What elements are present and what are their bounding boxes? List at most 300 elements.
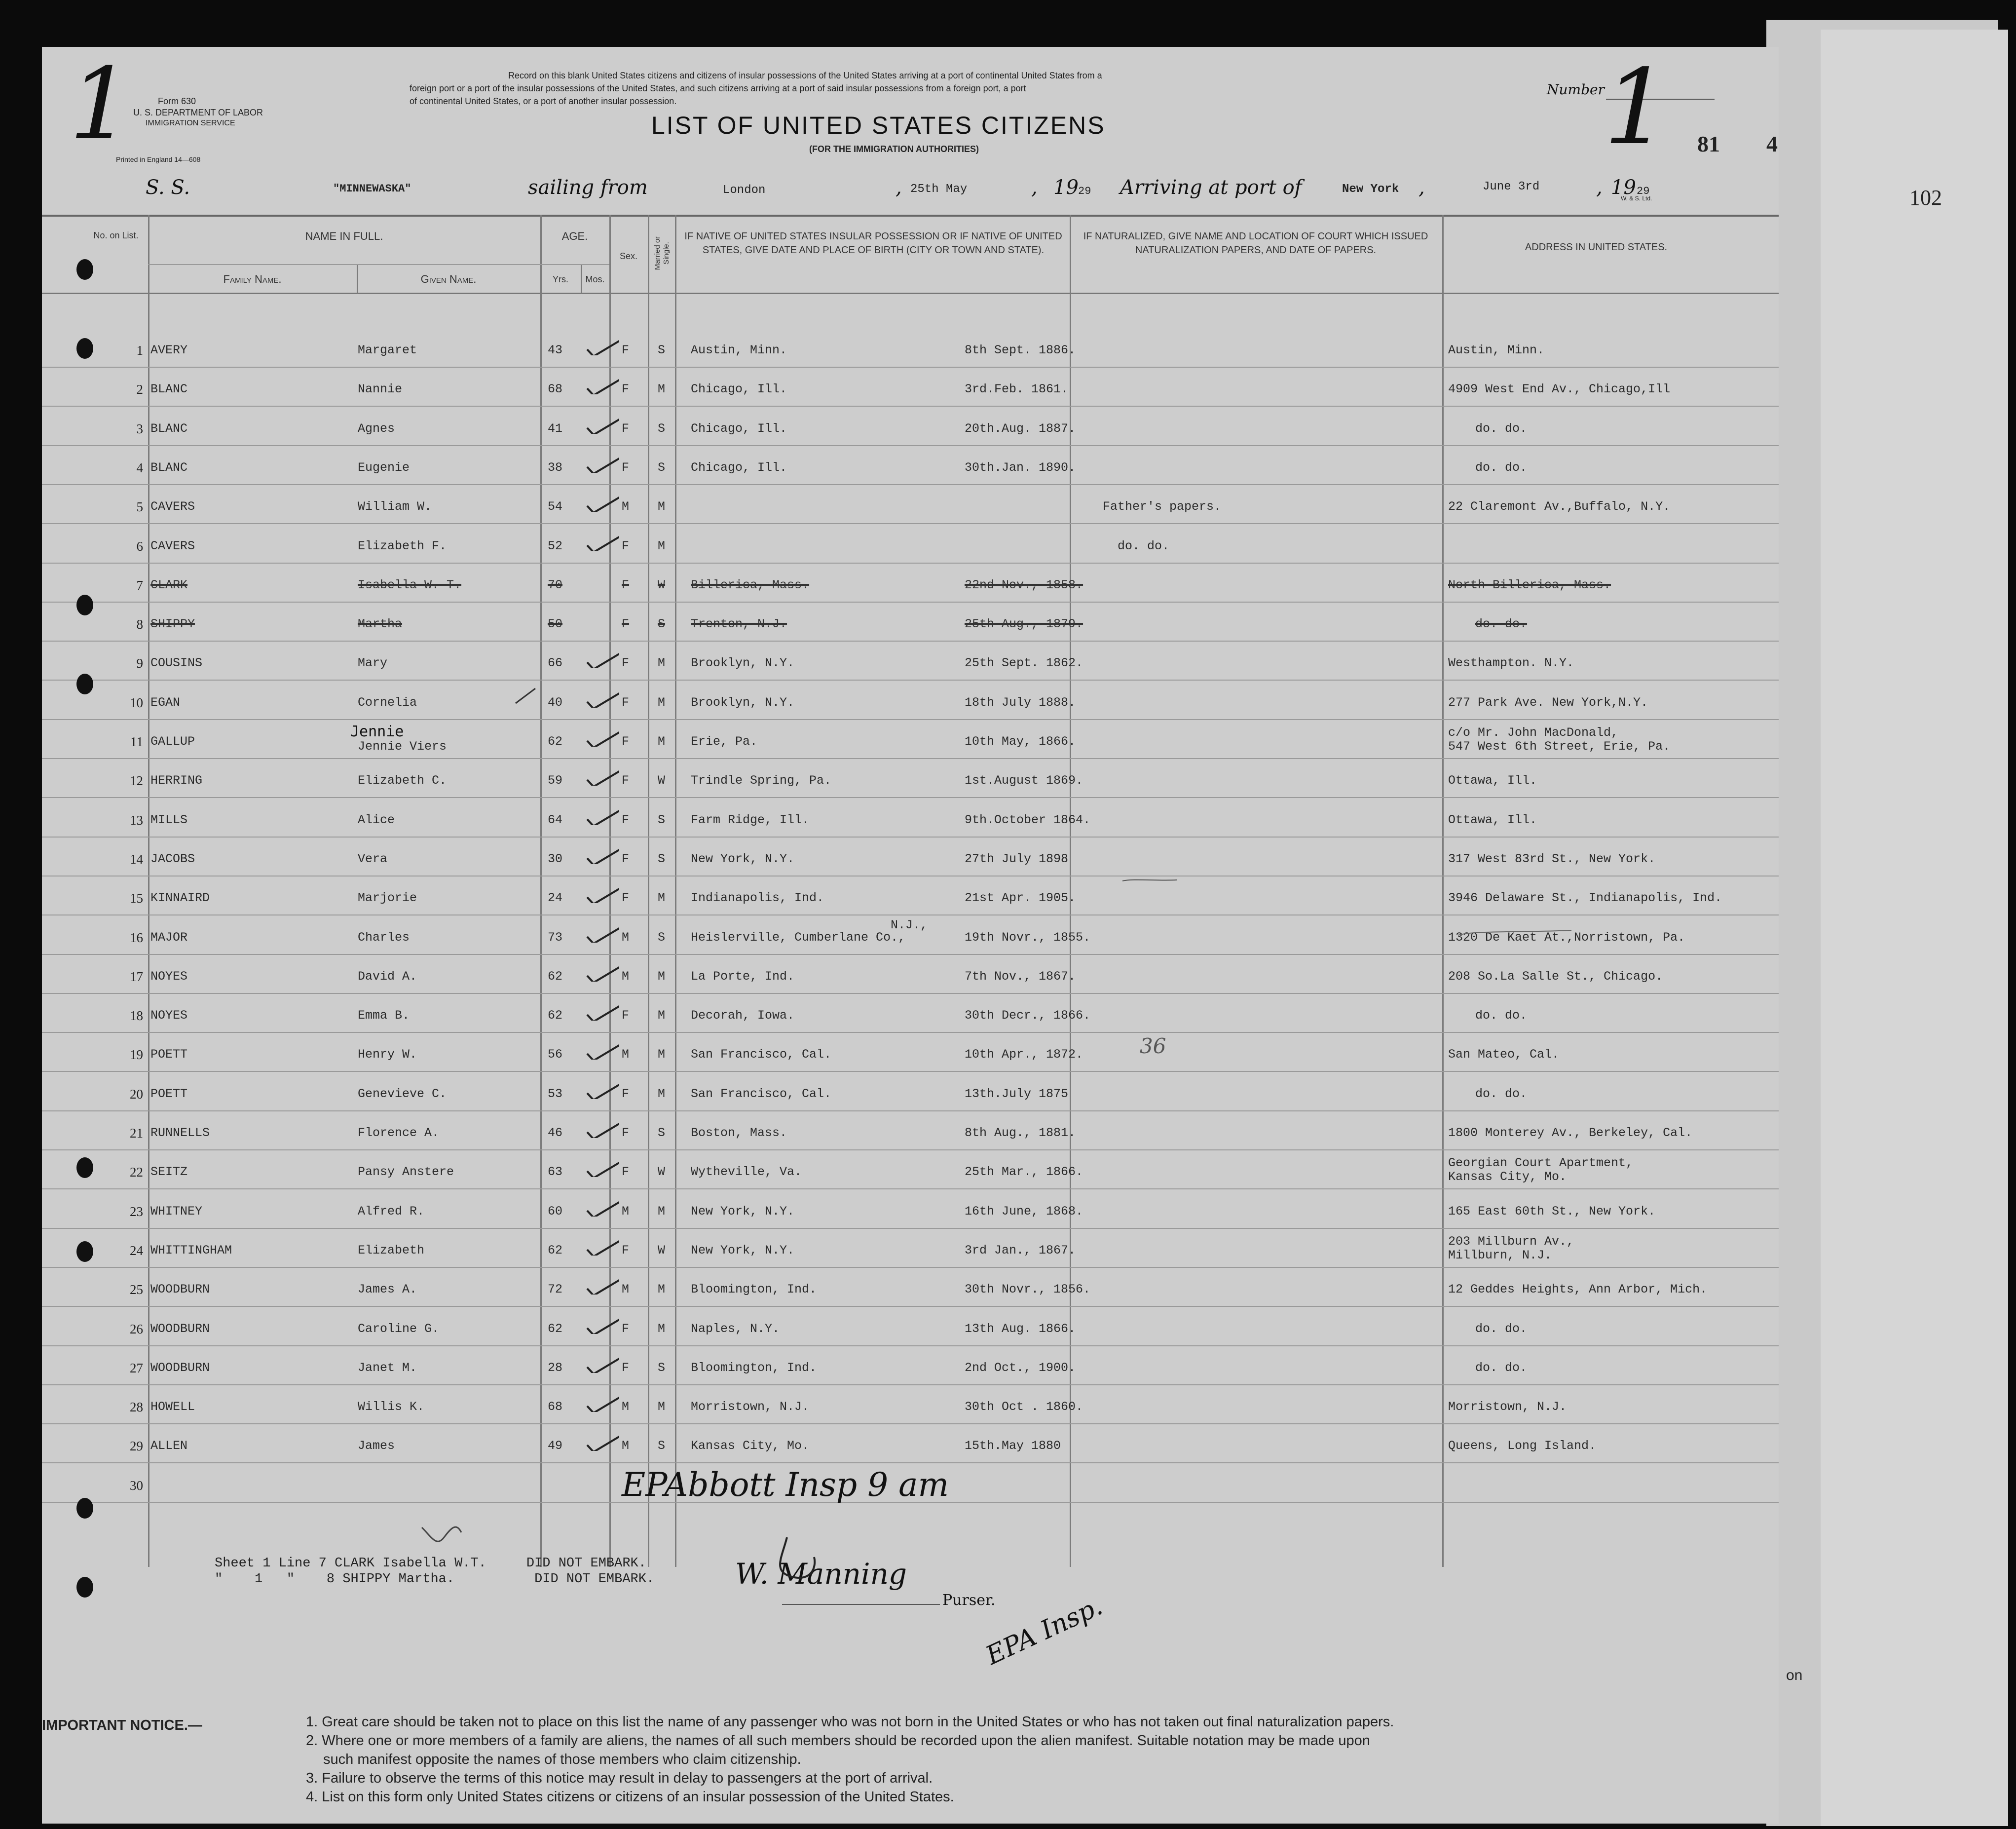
address: 12 Geddes Heights, Ann Arbor, Mich.	[1448, 1282, 1708, 1296]
row-number: 23	[130, 1204, 143, 1219]
row-number: 19	[130, 1047, 143, 1062]
given-name: Cornelia	[358, 695, 417, 710]
birth-place: Decorah, Iowa.	[691, 1008, 795, 1023]
arrival-year: 29	[1637, 185, 1650, 197]
marital-status: S	[658, 1126, 666, 1140]
printed-note: Printed in England 14—608	[116, 155, 201, 163]
address: San Mateo, Cal.	[1448, 1047, 1560, 1062]
family-name: WOODBURN	[150, 1322, 210, 1336]
sex: F	[622, 1165, 630, 1179]
birth-date: 15th.May 1880	[965, 1439, 1061, 1453]
age-years: 62	[548, 734, 563, 749]
birth-date: 18th July 1888.	[965, 695, 1076, 710]
binder-hole	[76, 259, 93, 280]
birth-date: 13th.July 1875	[965, 1087, 1069, 1101]
sex: F	[622, 539, 630, 553]
given-name: William W.	[358, 499, 432, 514]
row-number: 3	[136, 421, 143, 436]
notice-item-2b: such manifest opposite the names of those members who claim citizenship.	[323, 1752, 801, 1767]
family-name: WHITNEY	[150, 1204, 203, 1219]
sex: F	[622, 1243, 630, 1257]
marital-status: S	[658, 617, 666, 631]
row-number: 5	[136, 499, 143, 514]
age-years: 56	[548, 1047, 563, 1062]
marital-status: S	[658, 460, 666, 475]
sex: M	[622, 930, 630, 945]
age-years: 59	[548, 773, 563, 788]
marital-status: M	[658, 695, 666, 710]
birth-date: 8th Aug., 1881.	[965, 1126, 1076, 1140]
col-header-family: Family Name.	[223, 273, 282, 285]
page-mark-right: 1	[1604, 47, 1670, 168]
comma-3: ,	[1419, 176, 1425, 199]
birth-date: 30th.Jan. 1890.	[965, 460, 1076, 475]
sex: F	[622, 656, 630, 670]
side-page-number: 102	[1909, 186, 1942, 210]
marital-status: M	[658, 1282, 666, 1296]
sex: F	[622, 1126, 630, 1140]
marital-status: M	[658, 1204, 666, 1219]
given-name: Jennie Viers	[358, 739, 447, 754]
row-number: 14	[130, 852, 143, 867]
row-number: 11	[130, 734, 143, 749]
address: 317 West 83rd St., New York.	[1448, 852, 1656, 866]
binder-hole	[76, 595, 93, 615]
page-subtitle: (FOR THE IMMIGRATION AUTHORITIES)	[809, 144, 979, 154]
marital-status: M	[658, 382, 666, 396]
birth-place: New York, N.Y.	[691, 1204, 795, 1219]
sex: F	[622, 1361, 630, 1375]
underlying-sheet-edge	[1821, 30, 2008, 1826]
marital-status: W	[658, 578, 666, 592]
birth-date: 16th June, 1868.	[965, 1204, 1083, 1219]
birth-place-note: N.J.,	[891, 918, 928, 932]
row-number: 7	[136, 578, 143, 593]
family-name: JACOBS	[150, 852, 195, 866]
sex: F	[622, 891, 630, 905]
address-line-2: Kansas City, Mo.	[1448, 1170, 1567, 1184]
birth-place: Naples, N.Y.	[691, 1322, 780, 1336]
purser-signature: W. Manning	[735, 1557, 907, 1591]
age-years: 72	[548, 1282, 563, 1296]
row-number: 29	[130, 1439, 143, 1453]
birth-place: Erie, Pa.	[691, 734, 758, 749]
marital-status: S	[658, 421, 666, 436]
comma-1: ,	[896, 176, 902, 199]
row-number: 24	[130, 1243, 143, 1258]
family-name: BLANC	[150, 382, 188, 396]
address: do. do.	[1475, 460, 1528, 475]
did-not-embark-note-2: " 1 " 8 SHIPPY Martha. DID NOT EMBARK.	[215, 1572, 655, 1587]
sex: F	[622, 1322, 630, 1336]
marital-status: M	[658, 969, 666, 984]
marital-status: M	[658, 1322, 666, 1336]
marital-status: S	[658, 343, 666, 357]
marital-status: S	[658, 1361, 666, 1375]
family-name: EGAN	[150, 695, 181, 710]
sheet-number-extra: 4	[1766, 131, 1778, 156]
address: Westhampton. N.Y.	[1448, 656, 1574, 670]
address: Austin, Minn.	[1448, 343, 1545, 357]
age-years: 24	[548, 891, 563, 905]
page-title: LIST OF UNITED STATES CITIZENS	[651, 112, 1106, 139]
family-name: HERRING	[150, 773, 203, 788]
given-name: Marjorie	[358, 891, 417, 905]
row-number: 10	[130, 695, 143, 710]
given-name: Pansy Anstere	[358, 1165, 454, 1179]
family-name: ALLEN	[150, 1439, 188, 1453]
row-number: 16	[130, 930, 143, 945]
inspector-signature-row30: EPAbbott Insp 9 am	[622, 1466, 949, 1504]
col-header-naturalized: IF NATURALIZED, GIVE NAME AND LOCATION OF COURT WHICH ISSUED NATURALIZATION PAPERS, AND DATE OF PAPERS.	[1083, 231, 1428, 256]
birth-place: Chicago, Ill.	[691, 460, 787, 475]
given-name: Margaret	[358, 343, 417, 357]
given-name: Mary	[358, 656, 388, 670]
notice-item-3: 3. Failure to observe the terms of this notice may result in delay to passengers at the port of arrival.	[306, 1770, 933, 1786]
birth-date: 1st.August 1869.	[965, 773, 1083, 788]
marital-status: W	[658, 773, 666, 788]
marital-status: M	[658, 1087, 666, 1101]
family-name: WOODBURN	[150, 1282, 210, 1296]
birth-place: Trindle Spring, Pa.	[691, 773, 832, 788]
comma-4: ,	[1596, 176, 1603, 199]
binder-hole	[76, 1498, 93, 1519]
col-header-native: IF NATIVE OF UNITED STATES INSULAR POSSESSION OR IF NATIVE OF UNITED STATES, GIVE DATE AND PLACE OF BIRTH (CITY OR TOWN AND STATE).	[684, 231, 1062, 256]
address: 1320 De Kaet At.,Norristown, Pa.	[1448, 930, 1685, 945]
given-name: Agnes	[358, 421, 395, 436]
given-name: Caroline G.	[358, 1322, 440, 1336]
address: do. do.	[1475, 1008, 1528, 1023]
family-name: AVERY	[150, 343, 188, 357]
depart-date: 25th May	[910, 183, 968, 196]
family-name: NOYES	[150, 1008, 188, 1023]
row-number: 17	[130, 969, 143, 984]
given-name: Elizabeth F.	[358, 539, 447, 553]
purser-label: Purser.	[942, 1592, 996, 1609]
birth-place: New York, N.Y.	[691, 1243, 795, 1257]
sheet-number: 81	[1697, 131, 1720, 156]
birth-place: Trenton, N.J.	[691, 617, 787, 631]
family-name: NOYES	[150, 969, 188, 984]
intro-line-2: foreign port or a port of the insular possessions of the United States, and such citizens arriving at a port of said insular possessions from a foreign port, a port	[410, 83, 1026, 93]
address-line-2: 547 West 6th Street, Erie, Pa.	[1448, 739, 1671, 754]
printer-mark: W. & S. Ltd.	[1621, 195, 1652, 202]
age-years: 41	[548, 421, 563, 436]
birth-date: 20th.Aug. 1887.	[965, 421, 1076, 436]
edge-fragment: on	[1786, 1667, 1803, 1683]
birth-place: Heislerville, Cumberlane Co.,	[691, 930, 906, 945]
sex: M	[622, 969, 630, 984]
given-name: Alice	[358, 813, 395, 827]
birth-date: 25th Aug., 1879.	[965, 617, 1083, 631]
birth-date: 22nd Nov., 1858.	[965, 578, 1083, 592]
col-header-name: NAME IN FULL.	[305, 230, 383, 242]
marital-status: S	[658, 930, 666, 945]
address: do. do.	[1475, 617, 1528, 631]
family-name: COUSINS	[150, 656, 203, 670]
sex: F	[622, 343, 630, 357]
ship-name: "MINNEWASKA"	[333, 183, 411, 195]
address: do. do.	[1475, 1361, 1528, 1375]
row-number: 9	[136, 656, 143, 671]
family-name: CAVERS	[150, 499, 195, 514]
sex: F	[622, 695, 630, 710]
row-number: 4	[136, 460, 143, 475]
family-name: MILLS	[150, 813, 188, 827]
given-name: Willis K.	[358, 1400, 425, 1414]
binder-hole	[76, 674, 93, 694]
address: do. do.	[1475, 421, 1528, 436]
family-name: CLARK	[150, 578, 188, 592]
address: do. do.	[1475, 1087, 1528, 1101]
age-years: 60	[548, 1204, 563, 1219]
marital-status: M	[658, 499, 666, 514]
given-name: David A.	[358, 969, 417, 984]
age-years: 62	[548, 969, 563, 984]
binder-hole	[76, 338, 93, 359]
family-name: WHITTINGHAM	[150, 1243, 232, 1257]
ss-label: S. S.	[146, 176, 190, 199]
row-number: 6	[136, 539, 143, 554]
intro-line-1: Record on this blank United States citizens and citizens of insular possessions of the United States arriving at a port of continental United States from a	[508, 71, 1102, 80]
birth-place: Indianapolis, Ind.	[691, 891, 824, 905]
department: U. S. DEPARTMENT OF LABOR	[133, 108, 263, 117]
age-years: 62	[548, 1243, 563, 1257]
birth-date: 25th Mar., 1866.	[965, 1165, 1083, 1179]
age-years: 52	[548, 539, 563, 553]
sex: F	[622, 1008, 630, 1023]
age-years: 64	[548, 813, 563, 827]
birth-date: 30th Decr., 1866.	[965, 1008, 1091, 1023]
row-number: 12	[130, 773, 143, 788]
col-header-marital: Married or Single.	[653, 236, 671, 270]
given-name: Alfred R.	[358, 1204, 425, 1219]
arrival-port: New York	[1342, 183, 1399, 196]
family-name: SEITZ	[150, 1165, 188, 1179]
col-header-yrs: Yrs.	[552, 274, 568, 284]
address: c/o Mr. John MacDonald,	[1448, 725, 1619, 740]
address: 165 East 60th St., New York.	[1448, 1204, 1656, 1219]
binder-hole	[76, 1241, 93, 1262]
sex: F	[622, 773, 630, 788]
intro-line-3: of continental United States, or a port of another insular possession.	[410, 96, 677, 106]
address: Georgian Court Apartment,	[1448, 1156, 1634, 1170]
address: Ottawa, Ill.	[1448, 773, 1537, 788]
birth-place: San Francisco, Cal.	[691, 1087, 832, 1101]
gallup-given-correction: Jennie	[350, 723, 404, 740]
age-years: 38	[548, 460, 563, 475]
row-number: 22	[130, 1165, 143, 1180]
given-name: Nannie	[358, 382, 403, 396]
marital-status: S	[658, 813, 666, 827]
family-name: HOWELL	[150, 1400, 195, 1414]
address: do. do.	[1475, 1322, 1528, 1336]
service: IMMIGRATION SERVICE	[146, 119, 235, 127]
birth-place: Wytheville, Va.	[691, 1165, 802, 1179]
col-header-address: ADDRESS IN UNITED STATES.	[1525, 242, 1668, 253]
given-name: Henry W.	[358, 1047, 417, 1062]
birth-place: La Porte, Ind.	[691, 969, 795, 984]
birth-date: 13th Aug. 1866.	[965, 1322, 1076, 1336]
marital-status: M	[658, 1047, 666, 1062]
birth-date: 10th May, 1866.	[965, 734, 1076, 749]
birth-place: Chicago, Ill.	[691, 421, 787, 436]
sex: F	[622, 852, 630, 866]
inspector-initials: EPA Insp.	[981, 1591, 1107, 1671]
birth-date: 3rd Jan., 1867.	[965, 1243, 1076, 1257]
marital-status: M	[658, 539, 666, 553]
row-number: 25	[130, 1282, 143, 1297]
address: 4909 West End Av., Chicago,Ill	[1448, 382, 1671, 396]
address: Morristown, N.J.	[1448, 1400, 1567, 1414]
row-number: 28	[130, 1400, 143, 1414]
birth-date: 10th Apr., 1872.	[965, 1047, 1083, 1062]
sex: F	[622, 813, 630, 827]
age-years: 43	[548, 343, 563, 357]
birth-place: Chicago, Ill.	[691, 382, 787, 396]
age-years: 30	[548, 852, 563, 866]
given-name: Charles	[358, 930, 410, 945]
row-number: 18	[130, 1008, 143, 1023]
col-header-mos: Mos.	[585, 274, 605, 284]
given-name: Elizabeth C.	[358, 773, 447, 788]
given-name: Eugenie	[358, 460, 410, 475]
age-years: 70	[548, 578, 563, 592]
sex: M	[622, 1400, 630, 1414]
arrival-date: June 3rd	[1483, 180, 1540, 193]
sex: F	[622, 421, 630, 436]
row-number: 27	[130, 1361, 143, 1375]
birth-date: 30th Oct . 1860.	[965, 1400, 1083, 1414]
birth-place: Billerica, Mass.	[691, 578, 810, 592]
page-mark-left: 1	[69, 47, 132, 162]
notice-item-4: 4. List on this form only United States citizens or citizens of an insular possession of the United States.	[306, 1789, 954, 1805]
row-number: 13	[130, 813, 143, 828]
birth-place: Farm Ridge, Ill.	[691, 813, 810, 827]
family-name: CAVERS	[150, 539, 195, 553]
address: 203 Millburn Av.,	[1448, 1234, 1574, 1249]
family-name: WOODBURN	[150, 1361, 210, 1375]
age-years: 53	[548, 1087, 563, 1101]
given-name: James	[358, 1439, 395, 1453]
birth-date: 7th Nov., 1867.	[965, 969, 1076, 984]
sex: M	[622, 1204, 630, 1219]
col-header-given: Given Name.	[420, 273, 477, 285]
birth-place: Kansas City, Mo.	[691, 1439, 810, 1453]
birth-date: 3rd.Feb. 1861.	[965, 382, 1069, 396]
row-number: 30	[130, 1478, 143, 1493]
address: 277 Park Ave. New York,N.Y.	[1448, 695, 1648, 710]
sex: M	[622, 1047, 630, 1062]
birth-date: 9th.October 1864.	[965, 813, 1091, 827]
given-name: Emma B.	[358, 1008, 410, 1023]
address: Queens, Long Island.	[1448, 1439, 1597, 1453]
birth-place: Brooklyn, N.Y.	[691, 656, 795, 670]
age-years: 66	[548, 656, 563, 670]
family-name: KINNAIRD	[150, 891, 210, 905]
margin-number-36: 36	[1140, 1034, 1166, 1058]
age-years: 68	[548, 1400, 563, 1414]
row-number: 2	[136, 382, 143, 397]
notice-label: IMPORTANT NOTICE.—	[42, 1717, 202, 1733]
naturalization: Father's papers.	[1103, 499, 1222, 514]
address: North Billerica, Mass.	[1448, 578, 1611, 592]
sex: F	[622, 617, 630, 631]
marital-status: S	[658, 1439, 666, 1453]
family-name: RUNNELLS	[150, 1126, 210, 1140]
given-name: Vera	[358, 852, 388, 866]
birth-date: 19th Novr., 1855.	[965, 930, 1091, 945]
birth-date: 21st Apr. 1905.	[965, 891, 1076, 905]
row-number: 1	[136, 343, 143, 358]
depart-year-prefix: 19	[1053, 176, 1079, 199]
depart-year: 29	[1078, 185, 1091, 197]
address-line-2: Millburn, N.J.	[1448, 1248, 1552, 1262]
marital-status: M	[658, 1400, 666, 1414]
birth-place: Austin, Minn.	[691, 343, 787, 357]
marital-status: S	[658, 852, 666, 866]
form-number: Form 630	[158, 96, 196, 106]
row-number: 15	[130, 891, 143, 906]
from-port: London	[723, 184, 766, 197]
birth-place: Morristown, N.J.	[691, 1400, 810, 1414]
age-years: 62	[548, 1322, 563, 1336]
family-name: SHIPPY	[150, 617, 195, 631]
col-header-no: No. on List.	[93, 230, 139, 240]
birth-date: 30th Novr., 1856.	[965, 1282, 1091, 1296]
birth-date: 2nd Oct., 1900.	[965, 1361, 1076, 1375]
birth-place: Bloomington, Ind.	[691, 1361, 817, 1375]
notice-item-1: 1. Great care should be taken not to place on this list the name of any passenger who was not born in the United States or who has not taken out final naturalization papers.	[306, 1714, 1394, 1730]
age-years: 28	[548, 1361, 563, 1375]
sex: F	[622, 460, 630, 475]
birth-place: New York, N.Y.	[691, 852, 795, 866]
age-years: 50	[548, 617, 563, 631]
birth-date: 27th July 1898	[965, 852, 1069, 866]
age-years: 73	[548, 930, 563, 945]
sex: F	[622, 734, 630, 749]
manifest-page	[42, 47, 1779, 1824]
address: Ottawa, Ill.	[1448, 813, 1537, 827]
birth-place: Boston, Mass.	[691, 1126, 787, 1140]
birth-place: Brooklyn, N.Y.	[691, 695, 795, 710]
marital-status: M	[658, 656, 666, 670]
marital-status: W	[658, 1243, 666, 1257]
row-number: 26	[130, 1322, 143, 1336]
family-name: GALLUP	[150, 734, 195, 749]
address: 22 Claremont Av.,Buffalo, N.Y.	[1448, 499, 1671, 514]
sex: F	[622, 1087, 630, 1101]
marital-status: W	[658, 1165, 666, 1179]
birth-date: 8th Sept. 1886.	[965, 343, 1076, 357]
family-name: MAJOR	[150, 930, 188, 945]
given-name: Florence A.	[358, 1126, 440, 1140]
did-not-embark-note-1: Sheet 1 Line 7 CLARK Isabella W.T. DID NOT EMBARK.	[215, 1556, 646, 1571]
given-name: Martha	[358, 617, 403, 631]
given-name: James A.	[358, 1282, 417, 1296]
given-name: Genevieve C.	[358, 1087, 447, 1101]
binder-hole	[76, 1577, 93, 1598]
age-years: 49	[548, 1439, 563, 1453]
marital-status: M	[658, 734, 666, 749]
address: 1800 Monterey Av., Berkeley, Cal.	[1448, 1126, 1693, 1140]
naturalization: do. do.	[1118, 539, 1170, 553]
age-years: 46	[548, 1126, 563, 1140]
arrival-year-prefix: 19	[1611, 176, 1636, 199]
age-years: 40	[548, 695, 563, 710]
row-number: 20	[130, 1087, 143, 1102]
family-name: BLANC	[150, 421, 188, 436]
